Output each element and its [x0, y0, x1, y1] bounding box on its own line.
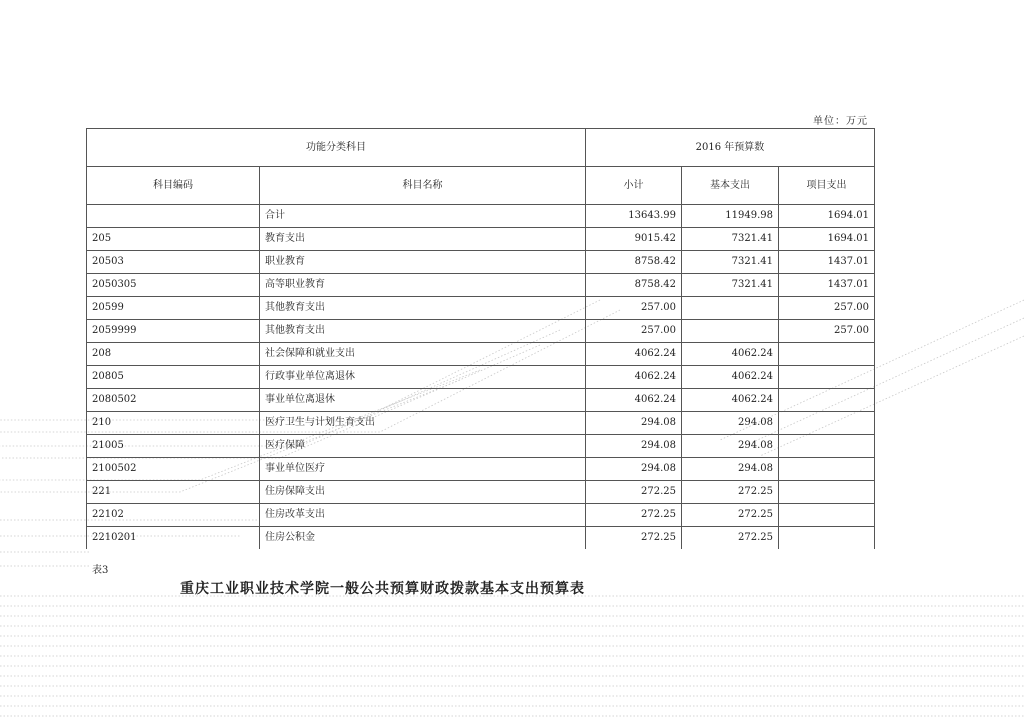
table-row: [87, 389, 875, 412]
cell-subtotal: 8758.42: [586, 274, 682, 297]
header-name: 科目名称: [260, 167, 586, 205]
budget-table: [86, 128, 875, 549]
cell-subtotal: 257.00: [586, 320, 682, 343]
cell-project: [779, 389, 875, 412]
cell-project: [779, 481, 875, 504]
cell-name: 职业教育: [260, 251, 586, 274]
cell-code: 2050305: [87, 274, 260, 297]
cell-project: 1694.01: [779, 228, 875, 251]
table-row: [87, 481, 875, 504]
cell-code: 22102: [87, 504, 260, 527]
cell-project: [779, 412, 875, 435]
cell-basic: 272.25: [682, 527, 779, 550]
cell-name: 社会保障和就业支出: [260, 343, 586, 366]
unit-label: 单位：万元: [813, 116, 868, 127]
cell-project: [779, 527, 875, 550]
table-row: [87, 504, 875, 527]
table-number: 表3: [92, 565, 109, 576]
cell-basic: 7321.41: [682, 251, 779, 274]
table-row: [87, 297, 875, 320]
cell-subtotal: 13643.99: [586, 205, 682, 228]
cell-project: [779, 504, 875, 527]
cell-name: 事业单位医疗: [260, 458, 586, 481]
cell-basic: 7321.41: [682, 274, 779, 297]
table-row: [87, 274, 875, 297]
table-row: [87, 412, 875, 435]
table-row: [87, 205, 875, 228]
cell-name: 其他教育支出: [260, 297, 586, 320]
header-function-classification: 功能分类科目: [87, 129, 586, 167]
cell-subtotal: 294.08: [586, 458, 682, 481]
cell-basic: 7321.41: [682, 228, 779, 251]
cell-code: 205: [87, 228, 260, 251]
table-row: [87, 251, 875, 274]
header-row-columns: [87, 167, 875, 205]
cell-code: 208: [87, 343, 260, 366]
cell-code: 210: [87, 412, 260, 435]
header-code: 科目编码: [87, 167, 260, 205]
table-row: [87, 343, 875, 366]
header-basic-expenditure: 基本支出: [682, 167, 779, 205]
cell-project: [779, 366, 875, 389]
cell-project: 1437.01: [779, 251, 875, 274]
cell-code: 20599: [87, 297, 260, 320]
cell-subtotal: 272.25: [586, 527, 682, 550]
header-project-expenditure: 项目支出: [779, 167, 875, 205]
cell-basic: 4062.24: [682, 343, 779, 366]
cell-subtotal: 9015.42: [586, 228, 682, 251]
table-row: [87, 435, 875, 458]
cell-project: 1437.01: [779, 274, 875, 297]
cell-subtotal: 272.25: [586, 504, 682, 527]
cell-code: 20503: [87, 251, 260, 274]
header-subtotal: 小计: [586, 167, 682, 205]
cell-name: 住房改革支出: [260, 504, 586, 527]
table-row: [87, 527, 875, 550]
cell-name: 其他教育支出: [260, 320, 586, 343]
cell-subtotal: 4062.24: [586, 343, 682, 366]
cell-name: 医疗保障: [260, 435, 586, 458]
cell-name: 合计: [260, 205, 586, 228]
cell-basic: 272.25: [682, 481, 779, 504]
cell-code: 2080502: [87, 389, 260, 412]
header-budget-year: 2016 年预算数: [586, 129, 875, 167]
cell-code: [87, 205, 260, 228]
document-title: 重庆工业职业技术学院一般公共预算财政拨款基本支出预算表: [180, 581, 585, 597]
cell-basic: 4062.24: [682, 389, 779, 412]
cell-subtotal: 257.00: [586, 297, 682, 320]
cell-code: 2210201: [87, 527, 260, 550]
table-row: [87, 320, 875, 343]
cell-code: 2059999: [87, 320, 260, 343]
cell-basic: 272.25: [682, 504, 779, 527]
cell-name: 高等职业教育: [260, 274, 586, 297]
cell-basic: 294.08: [682, 412, 779, 435]
cell-basic: 294.08: [682, 458, 779, 481]
cell-subtotal: 294.08: [586, 412, 682, 435]
cell-project: 1694.01: [779, 205, 875, 228]
cell-subtotal: 4062.24: [586, 366, 682, 389]
cell-basic: [682, 320, 779, 343]
table-row: [87, 366, 875, 389]
cell-project: 257.00: [779, 320, 875, 343]
cell-name: 住房保障支出: [260, 481, 586, 504]
cell-project: [779, 435, 875, 458]
cell-basic: 11949.98: [682, 205, 779, 228]
cell-subtotal: 294.08: [586, 435, 682, 458]
table-row: [87, 458, 875, 481]
cell-project: [779, 458, 875, 481]
cell-code: 21005: [87, 435, 260, 458]
cell-subtotal: 8758.42: [586, 251, 682, 274]
cell-name: 医疗卫生与计划生育支出: [260, 412, 586, 435]
cell-name: 行政事业单位离退休: [260, 366, 586, 389]
cell-name: 教育支出: [260, 228, 586, 251]
table-row: [87, 228, 875, 251]
cell-subtotal: 272.25: [586, 481, 682, 504]
cell-basic: 294.08: [682, 435, 779, 458]
cell-basic: 4062.24: [682, 366, 779, 389]
cell-project: 257.00: [779, 297, 875, 320]
cell-basic: [682, 297, 779, 320]
cell-subtotal: 4062.24: [586, 389, 682, 412]
cell-code: 221: [87, 481, 260, 504]
cell-code: 20805: [87, 366, 260, 389]
cell-name: 事业单位离退休: [260, 389, 586, 412]
cell-project: [779, 343, 875, 366]
cell-name: 住房公积金: [260, 527, 586, 550]
header-row-group: [87, 129, 875, 167]
cell-code: 2100502: [87, 458, 260, 481]
